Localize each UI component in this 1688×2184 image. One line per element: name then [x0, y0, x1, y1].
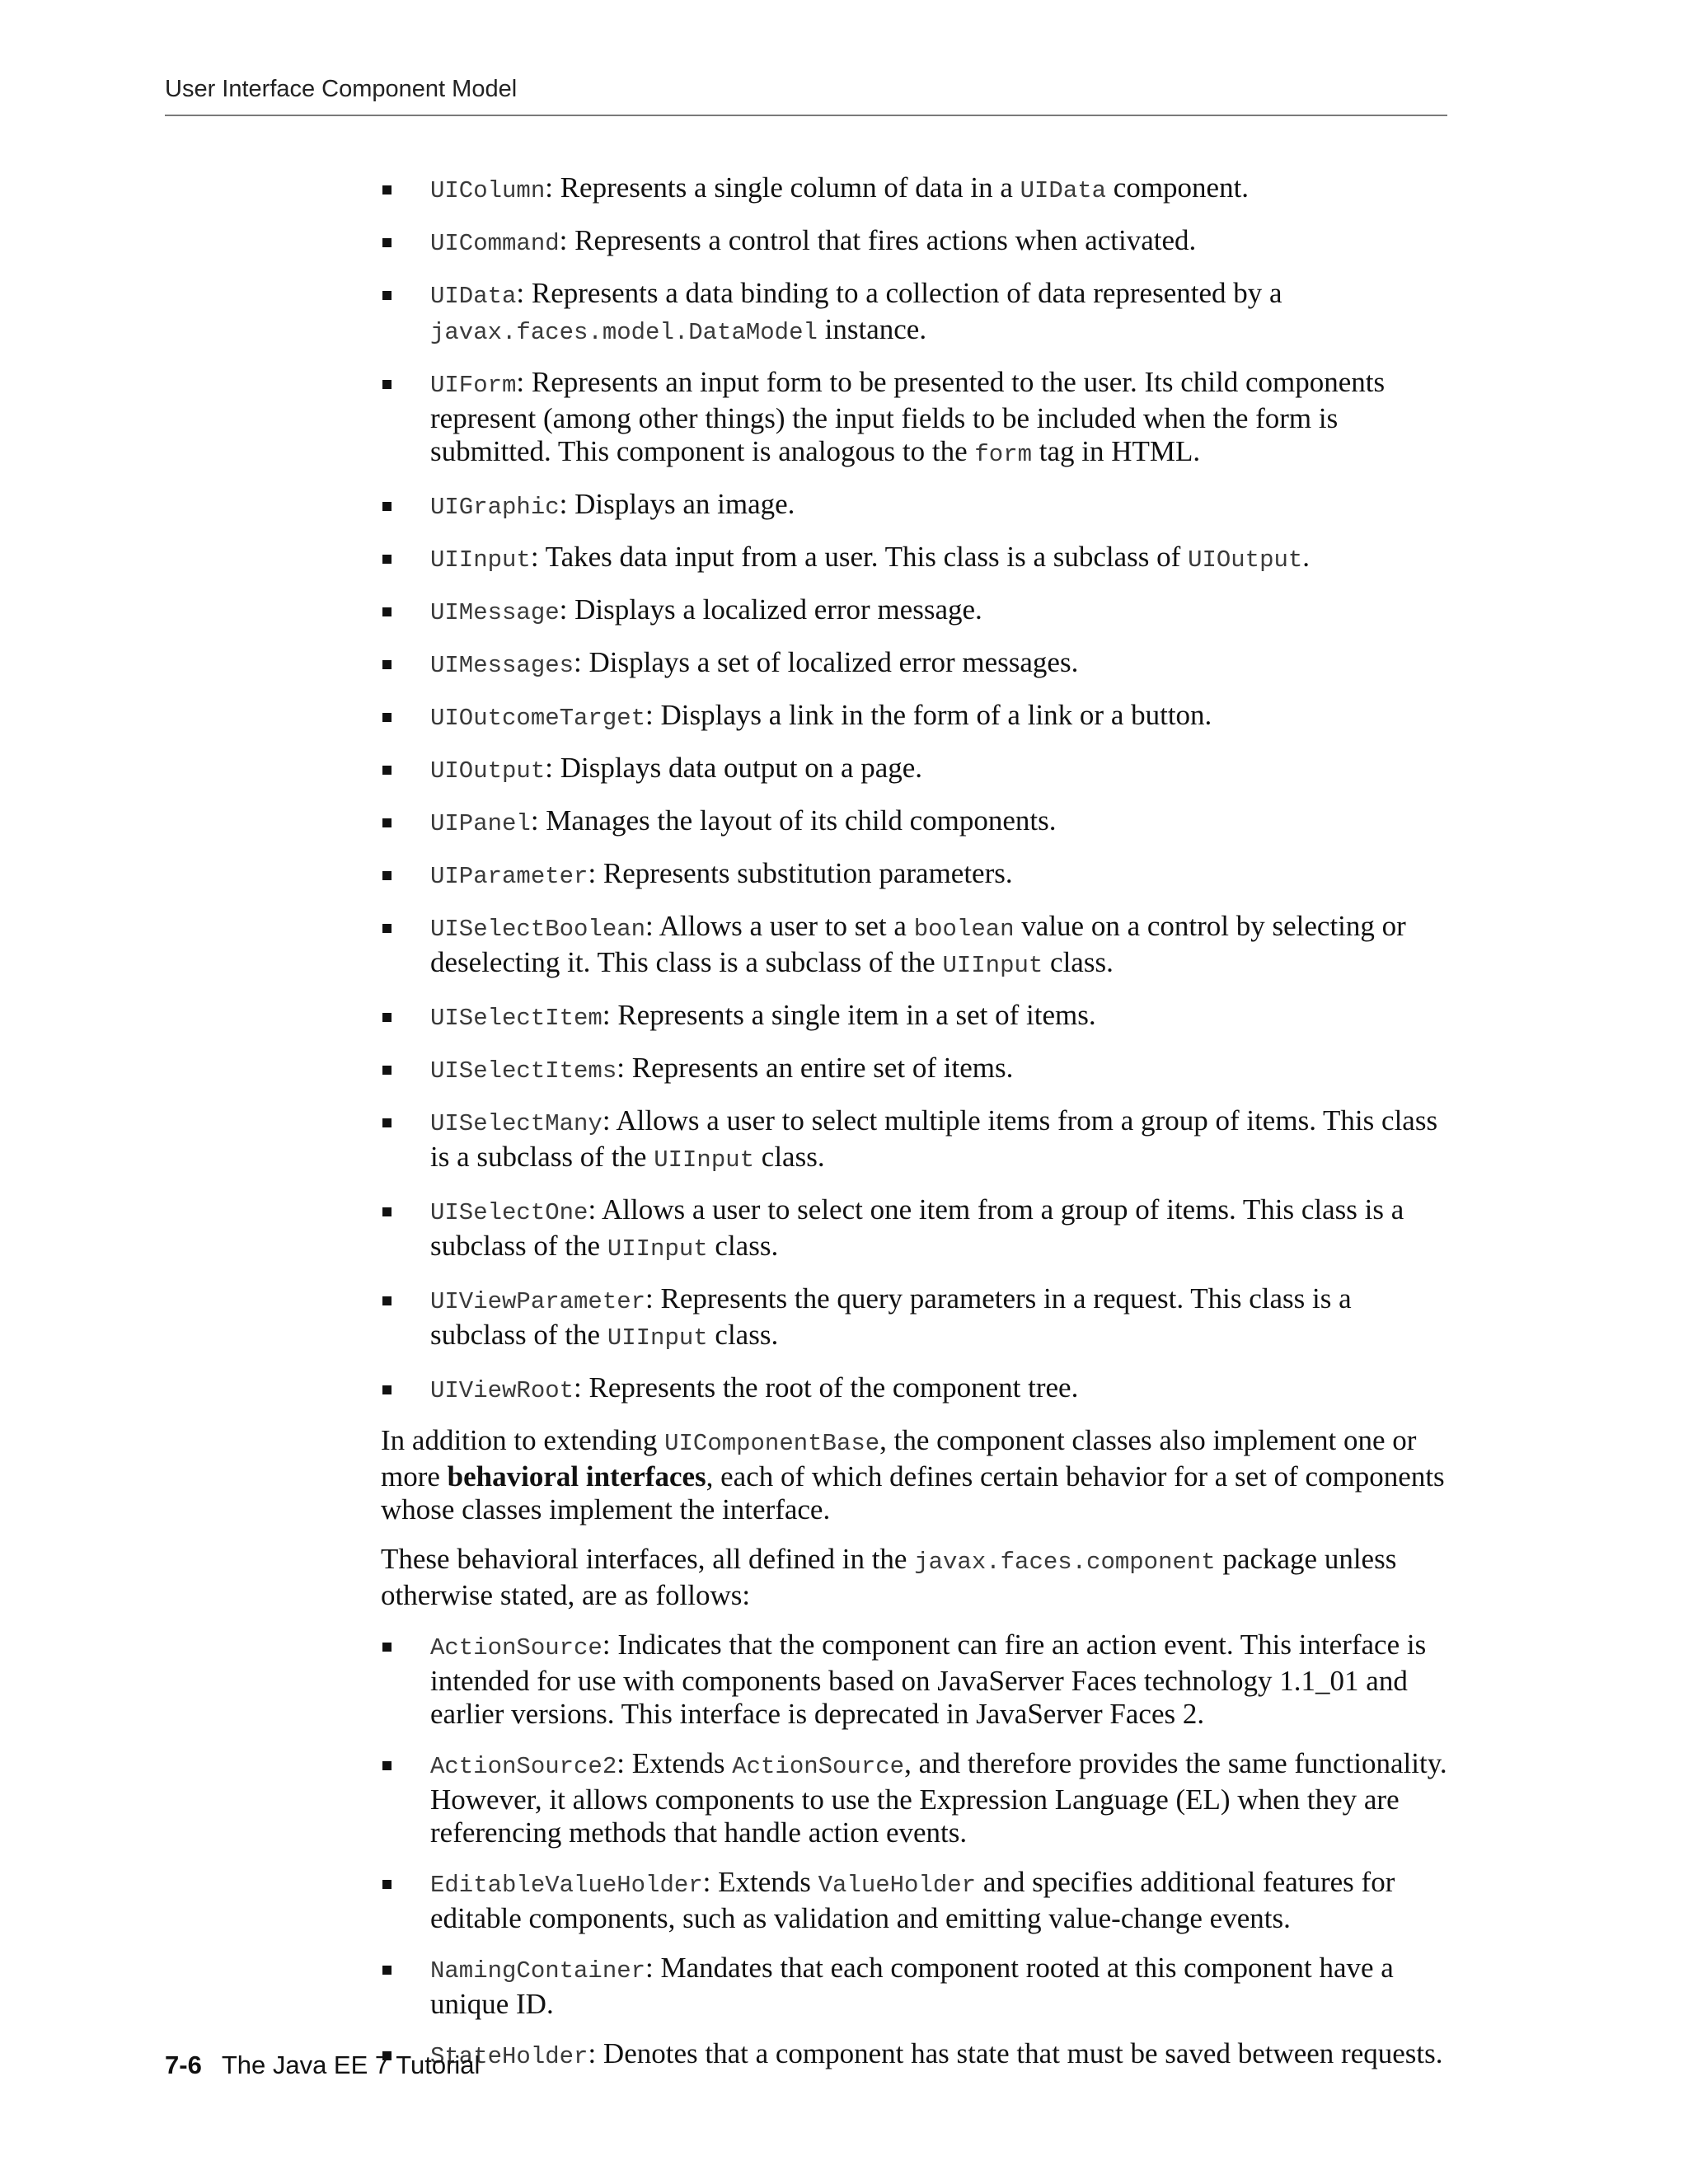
square-bullet-icon	[382, 1966, 392, 1975]
text-run: : Denotes that a component has state that must be saved between requests.	[588, 2037, 1443, 2069]
class-name: StateHolder	[430, 2043, 588, 2070]
text-run: tag in HTML.	[1032, 435, 1201, 467]
class-name: UIOutput	[430, 757, 546, 785]
inline-code: ActionSource	[732, 1753, 905, 1780]
text-run: : Extends	[617, 1747, 733, 1779]
text-run: : Represents the query parameters in a request. This class is a subclass of the	[430, 1282, 1352, 1351]
paragraph-interfaces-intro	[381, 1543, 1449, 1612]
text-run: and specifies additional features for editable components, such as validation and emitting value-change events.	[430, 1866, 1395, 1934]
list-item	[381, 999, 1449, 1035]
text-run: : Allows a user to set a	[645, 910, 914, 942]
text-run: : Represents a single column of data in a	[545, 171, 1020, 204]
text-run: : Represents a single item in a set of items.	[602, 999, 1096, 1031]
square-bullet-icon	[382, 713, 392, 722]
text-run: : Allows a user to select one item from a group of items. This class is a subclass of the	[430, 1193, 1404, 1262]
list-item	[381, 1629, 1449, 1731]
list-item	[381, 593, 1449, 630]
class-name: UISelectOne	[430, 1199, 588, 1226]
text-run: value on a control by selecting or deselecting it. This class is a subclass of the	[430, 910, 1406, 978]
text-run: In addition to extending	[381, 1424, 665, 1456]
text-run: , the component classes also implement one or more	[381, 1424, 1417, 1493]
class-name: NamingContainer	[430, 1957, 646, 1985]
inline-code: UIOutput	[1188, 546, 1303, 574]
class-name: UISelectItems	[430, 1057, 617, 1085]
class-name: UIForm	[430, 372, 517, 399]
list-item	[381, 752, 1449, 788]
inline-code: UIInput	[607, 1324, 708, 1352]
text-run: : Displays a set of localized error messages.	[574, 646, 1079, 678]
square-bullet-icon	[382, 185, 392, 194]
inline-code: javax.faces.model.DataModel	[430, 319, 818, 346]
text-run: : Represents a data binding to a collection of data represented by a	[516, 277, 1282, 309]
inline-code: ValueHolder	[818, 1872, 977, 1899]
inline-code: UIInput	[607, 1235, 708, 1263]
text-run: component.	[1106, 171, 1250, 204]
square-bullet-icon	[382, 924, 392, 933]
square-bullet-icon	[382, 818, 392, 827]
text-run: : Allows a user to select multiple items from a group of items. This class is a subclass of the	[430, 1104, 1438, 1173]
list-item	[381, 646, 1449, 682]
page-footer	[165, 2050, 480, 2080]
class-name: UIViewRoot	[430, 1377, 574, 1404]
square-bullet-icon	[382, 607, 392, 616]
list-item	[381, 541, 1449, 577]
paragraph-behavioral-interfaces	[381, 1424, 1449, 1526]
list-item	[381, 1371, 1449, 1408]
text-run: : Represents the root of the component tree.	[574, 1371, 1079, 1404]
list-item	[381, 2037, 1449, 2074]
square-bullet-icon	[382, 502, 392, 511]
list-item	[381, 910, 1449, 982]
text-run: class.	[707, 1230, 779, 1262]
text-run: .	[1302, 541, 1311, 573]
list-item	[381, 1104, 1449, 1177]
text-run: : Takes data input from a user. This class is a subclass of	[530, 541, 1189, 573]
square-bullet-icon	[382, 555, 392, 564]
square-bullet-icon	[382, 1066, 392, 1075]
inline-code: javax.faces.component	[914, 1549, 1216, 1576]
square-bullet-icon	[382, 1296, 392, 1305]
list-item	[381, 488, 1449, 524]
text-run: : Represents an entire set of items.	[617, 1052, 1014, 1084]
text-run: package unless otherwise stated, are as follows:	[381, 1543, 1397, 1611]
list-item	[381, 1193, 1449, 1266]
text-run: : Represents an input form to be presented to the user. Its child components represent (among other things) the input fields to be included when the form is submitted. This component is analogous to the	[430, 366, 1386, 467]
list-item	[381, 1282, 1449, 1355]
text-run: : Extends	[702, 1866, 818, 1898]
text-run: : Displays an image.	[559, 488, 795, 520]
square-bullet-icon	[382, 1118, 392, 1127]
list-item	[381, 1747, 1449, 1849]
inline-code: UIInput	[654, 1146, 755, 1174]
class-name: ActionSource	[430, 1634, 603, 1661]
class-name: UISelectBoolean	[430, 916, 646, 943]
square-bullet-icon	[382, 660, 392, 669]
class-name: UIData	[430, 283, 517, 310]
class-name: UIMessages	[430, 652, 574, 679]
class-name: UIPanel	[430, 810, 531, 837]
text-run: class.	[1043, 946, 1114, 978]
text-run: : Manages the layout of its child components.	[530, 804, 1057, 837]
list-item	[381, 366, 1449, 471]
list-item	[381, 857, 1449, 893]
square-bullet-icon	[382, 291, 392, 300]
text-run: instance.	[817, 313, 927, 345]
square-bullet-icon	[382, 1643, 392, 1652]
text-run: : Represents substitution parameters.	[588, 857, 1013, 889]
class-name: UIMessage	[430, 599, 560, 626]
text-run: : Mandates that each component rooted at this component have a unique ID.	[430, 1952, 1394, 2020]
page-number: 7-6	[165, 2050, 202, 2079]
class-name: UICommand	[430, 230, 560, 257]
inline-code: UIData	[1020, 177, 1107, 204]
bold-term: behavioral interfaces	[447, 1460, 706, 1493]
square-bullet-icon	[382, 1013, 392, 1022]
text-run: : Displays a localized error message.	[559, 593, 982, 626]
list-item	[381, 171, 1449, 208]
running-header: User Interface Component Model	[165, 76, 518, 102]
text-run: These behavioral interfaces, all defined in the	[381, 1543, 915, 1575]
list-item	[381, 804, 1449, 841]
square-bullet-icon	[382, 1880, 392, 1889]
text-run: : Represents a control that fires actions when activated.	[559, 224, 1197, 256]
text-run: class.	[707, 1319, 779, 1351]
class-name: UISelectItem	[430, 1005, 603, 1032]
component-class-list	[381, 171, 1449, 1408]
class-name: UIColumn	[430, 177, 546, 204]
class-name: UISelectMany	[430, 1110, 603, 1137]
class-name: UIGraphic	[430, 494, 560, 521]
square-bullet-icon	[382, 380, 392, 389]
text-run: , each of which defines certain behavior for a set of components whose classes implement the interface.	[381, 1460, 1445, 1526]
list-item	[381, 1952, 1449, 2021]
header-divider	[165, 115, 1447, 116]
class-name: EditableValueHolder	[430, 1872, 703, 1899]
square-bullet-icon	[382, 1761, 392, 1770]
square-bullet-icon	[382, 1207, 392, 1216]
text-run: : Indicates that the component can fire an action event. This interface is intended for use with components based on JavaServer Faces technology 1.1_01 and earlier versions. This interface is deprecated in JavaServer Faces 2.	[430, 1629, 1427, 1730]
class-name: UIInput	[430, 546, 531, 574]
text-run: class.	[754, 1141, 825, 1173]
list-item	[381, 1866, 1449, 1935]
text-run: : Displays data output on a page.	[545, 752, 923, 784]
text-run: : Displays a link in the form of a link or a button.	[645, 699, 1212, 731]
class-name: UIParameter	[430, 863, 588, 890]
inline-code: form	[974, 441, 1033, 468]
page-body	[381, 171, 1449, 2090]
square-bullet-icon	[382, 766, 392, 775]
list-item	[381, 224, 1449, 260]
class-name: UIOutcomeTarget	[430, 705, 646, 732]
behavioral-interface-list	[381, 1629, 1449, 2074]
class-name: ActionSource2	[430, 1753, 617, 1780]
square-bullet-icon	[382, 238, 392, 247]
inline-code: UIComponentBase	[664, 1430, 880, 1457]
class-name: UIViewParameter	[430, 1288, 646, 1315]
square-bullet-icon	[382, 1385, 392, 1394]
list-item	[381, 699, 1449, 735]
inline-code: boolean	[913, 916, 1015, 943]
inline-code: UIInput	[942, 952, 1043, 979]
text-run: , and therefore provides the same functionality. However, it allows components to use the Expression Language (EL) when they are referencing methods that handle action events.	[430, 1747, 1447, 1849]
book-title: The Java EE 7 Tutorial	[221, 2050, 481, 2079]
list-item	[381, 1052, 1449, 1088]
list-item	[381, 277, 1449, 349]
square-bullet-icon	[382, 871, 392, 880]
